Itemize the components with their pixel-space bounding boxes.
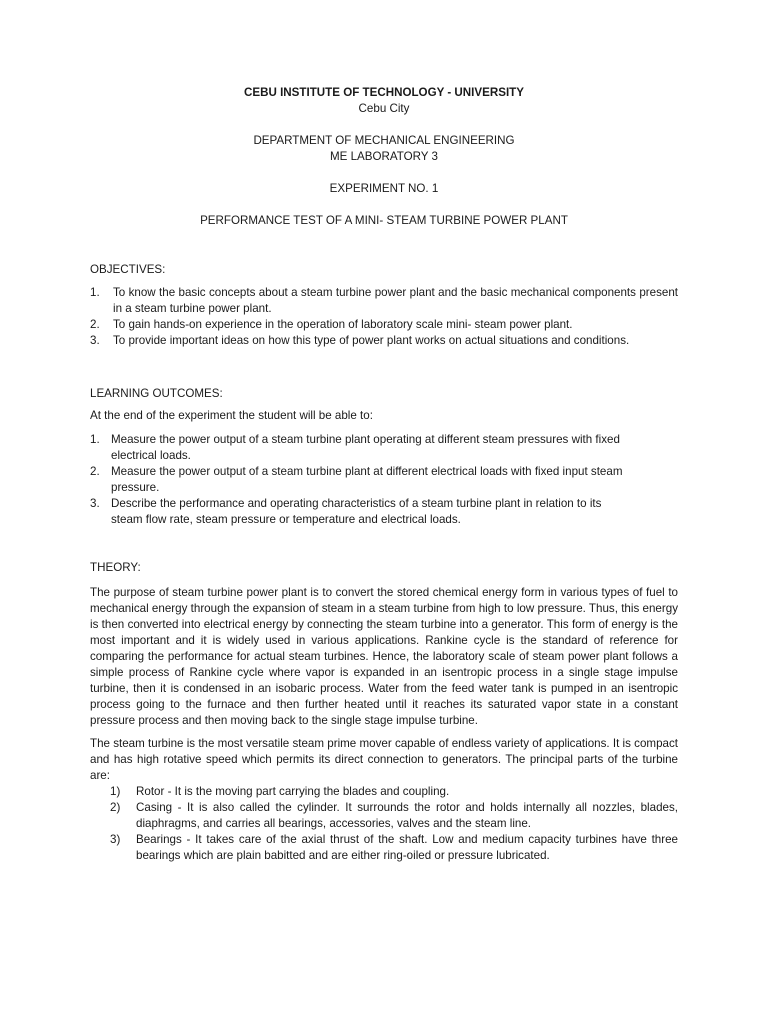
item-number: 1. [90,433,100,446]
theory-paragraph: The steam turbine is the most versatile steam prime mover capable of endless variety of applications. It is compact and has high rotative speed which permits its direct connection to generators. The principal parts of the turbine are: [90,737,678,782]
experiment-title-block [0,213,768,229]
item-number: 3. [90,497,100,510]
objective-item [90,317,678,333]
item-text: To provide important ideas on how this type of power plant works on actual situations and conditions. [113,334,630,347]
item-number: 3) [110,833,121,846]
objective-item [90,285,678,317]
item-text: Bearings - It takes care of the axial thrust of the shaft. Low and medium capacity turbines have three bearings which are plain babitted and are either ring-oiled or pressure lubricated. [136,833,678,862]
experiment-number: EXPERIMENT NO. 1 [329,182,439,195]
objective-item [90,333,678,349]
experiment-number-block [0,181,768,197]
item-text: Casing - It is also called the cylinder. It surrounds the rotor and holds internally all nozzles, blades, diaphragms, and carries all bearings, accessories, valves and the steam line. [136,801,678,830]
turbine-part-item [90,800,678,832]
item-number: 2. [90,465,100,478]
objectives-title: OBJECTIVES: [90,263,166,276]
item-text: Measure the power output of a steam turbine plant at different electrical loads with fixed input steam pressure. [111,465,623,494]
course-name: ME LABORATORY 3 [329,150,439,163]
theory-title: THEORY: [90,561,141,574]
experiment-title: PERFORMANCE TEST OF A MINI- STEAM TURBINE POWER PLANT [200,214,568,227]
outcome-item [90,464,630,496]
learning-outcomes-section [90,386,678,528]
department-block [0,133,768,165]
learning-outcomes-title: LEARNING OUTCOMES: [90,387,223,400]
document-header [0,85,768,117]
theory-paragraph: The purpose of steam turbine power plant is to convert the stored chemical energy form in various types of fuel to mechanical energy through the expansion of steam in a steam turbine from high to low pressure. Thus, this energy is then converted into electrical energy by connecting the steam turbine into a generator. This form of energy is the most important and it is widely used in various applications. Rankine cycle is the standard of reference for comparing the performance for actual steam turbines. Hence, the laboratory scale of steam power plant follows a simple process of Rankine cycle where vapor is expanded in an isentropic process in a single stage impulse turbine, then it is condensed in an isobaric process. Water from the feed water tank is pumped in an isentropic process going to the furnace and then further heated until it reaches its saturated vapor state in a constant pressure process and then moving back to the single stage impulse turbine. [90,586,678,727]
theory-section [90,560,678,864]
item-text: To gain hands-on experience in the operation of laboratory scale mini- steam power plant. [113,318,573,331]
turbine-part-item [90,784,678,800]
item-text: To know the basic concepts about a steam turbine power plant and the basic mechanical components present in a steam turbine power plant. [113,286,678,315]
item-text: Rotor - It is the moving part carrying the blades and coupling. [136,785,450,798]
outcome-item [90,496,630,528]
learning-outcomes-list [90,432,630,528]
objectives-section [90,262,678,349]
item-text: Measure the power output of a steam turbine plant operating at different steam pressures with fixed electrical loads. [111,433,620,462]
institution-name: CEBU INSTITUTE OF TECHNOLOGY - UNIVERSITY [244,86,524,99]
turbine-parts-list [90,784,678,864]
item-text: Describe the performance and operating characteristics of a steam turbine plant in relation to its steam flow rate, steam pressure or temperature and electrical loads. [111,497,602,526]
learning-outcomes-intro: At the end of the experiment the student will be able to: [90,409,373,422]
city: Cebu City [358,102,410,115]
item-number: 2. [90,318,100,331]
item-number: 2) [110,801,121,814]
turbine-part-item [90,832,678,864]
item-number: 1. [90,286,100,299]
outcome-item [90,432,630,464]
item-number: 1) [110,785,121,798]
objectives-list [90,285,678,349]
department-name: DEPARTMENT OF MECHANICAL ENGINEERING [253,134,515,147]
item-number: 3. [90,334,100,347]
